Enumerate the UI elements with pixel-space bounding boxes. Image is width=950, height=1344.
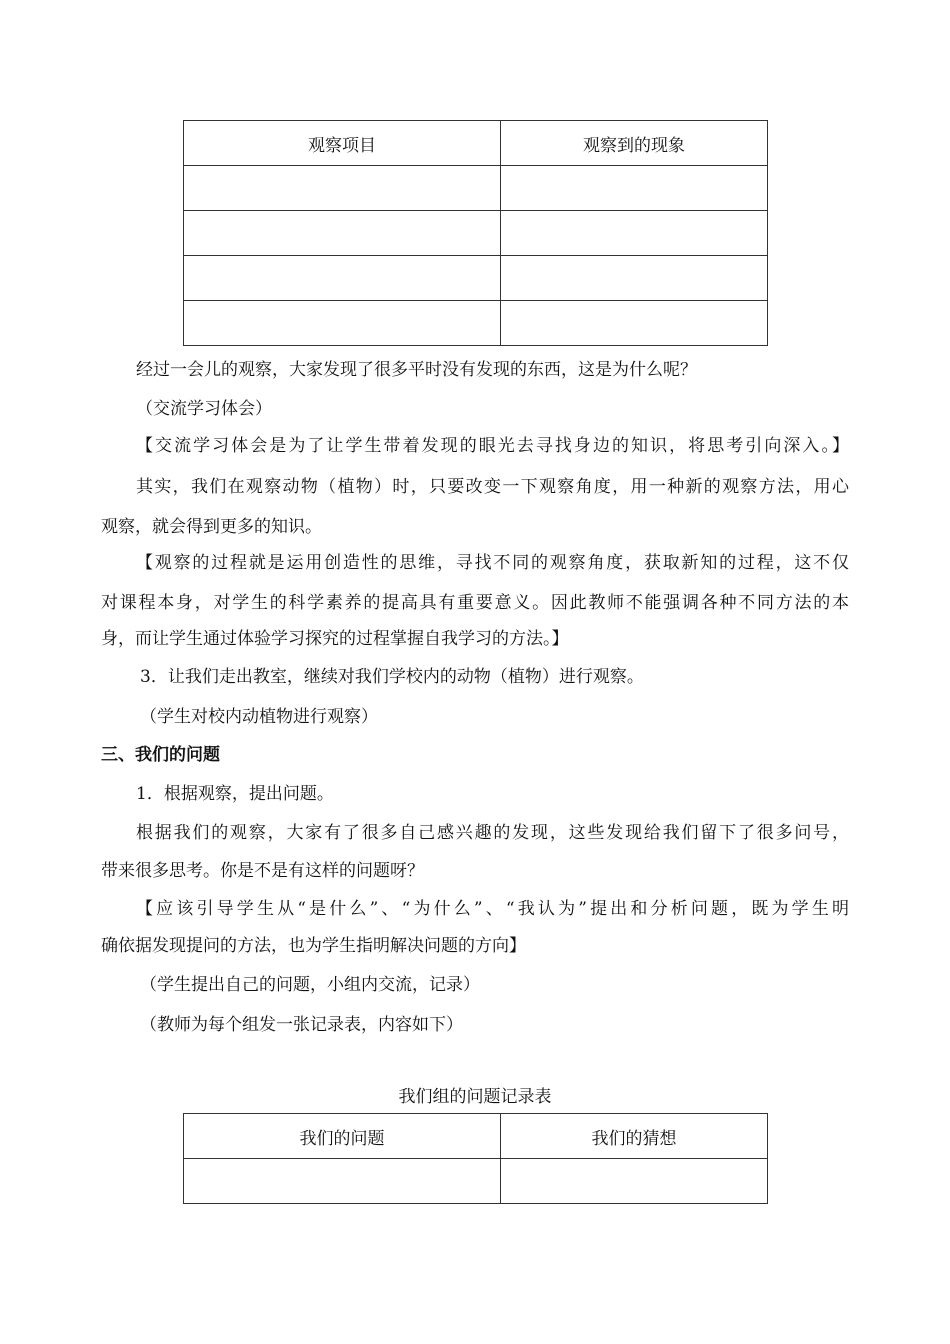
- paragraph: 带来很多思考。你是不是有这样的问题呀？: [101, 861, 424, 881]
- table-cell: [501, 211, 768, 256]
- paragraph: 其实，我们在观察动物（植物）时，只要改变一下观察角度，用一种新的观察方法，用心: [136, 477, 849, 497]
- table-cell: [501, 301, 768, 346]
- table-caption: 我们组的问题记录表: [398, 1087, 552, 1107]
- section-heading: 三、我们的问题: [101, 745, 220, 765]
- table-row: [184, 211, 768, 256]
- paragraph: （交流学习体会）: [136, 399, 272, 419]
- question-record-table: [183, 1113, 768, 1204]
- table-cell: [184, 166, 501, 211]
- paragraph: （学生提出自己的问题，小组内交流，记录）: [140, 975, 480, 995]
- paragraph: 1．根据观察，提出问题。: [136, 784, 334, 804]
- table-row: [184, 301, 768, 346]
- table-header-row: [184, 1114, 768, 1159]
- table-header-row: [184, 121, 768, 166]
- table-row: [184, 256, 768, 301]
- teacher-note: 【交流学习体会是为了让学生带着发现的眼光去寻找身边的知识，将思考引向深入。】: [136, 436, 849, 456]
- teacher-note: 【应该引导学生从“是什么”、“为什么”、“我认为”提出和分析问题，既为学生明: [136, 899, 849, 919]
- teacher-note: 身，而让学生通过体验学习探究的过程掌握自我学习的方法。】: [101, 629, 569, 649]
- table-header-cell: 观察到的现象: [501, 121, 768, 166]
- table-header-cell: 我们的猜想: [501, 1114, 768, 1159]
- paragraph: 3．让我们走出教室，继续对我们学校内的动物（植物）进行观察。: [140, 667, 644, 687]
- table-row: [184, 166, 768, 211]
- paragraph: 观察，就会得到更多的知识。: [101, 517, 322, 537]
- paragraph: （学生对校内动植物进行观察）: [140, 707, 378, 727]
- teacher-note: 对课程本身，对学生的科学素养的提高具有重要意义。因此教师不能强调各种不同方法的本: [101, 593, 849, 613]
- table-header-cell: 观察项目: [184, 121, 501, 166]
- table-cell: [184, 301, 501, 346]
- table-cell: [501, 256, 768, 301]
- teacher-note: 确依据发现提问的方法，也为学生指明解决问题的方向】: [101, 936, 526, 956]
- teacher-note: 【观察的过程就是运用创造性的思维，寻找不同的观察角度，获取新知的过程，这不仅: [136, 553, 849, 573]
- paragraph: 根据我们的观察，大家有了很多自己感兴趣的发现，这些发现给我们留下了很多问号，: [136, 823, 849, 843]
- table-cell: [501, 1159, 768, 1204]
- paragraph: 经过一会儿的观察，大家发现了很多平时没有发现的东西，这是为什么呢？: [136, 360, 697, 380]
- table-row: [184, 1159, 768, 1204]
- table-cell: [184, 1159, 501, 1204]
- table-header-cell: 我们的问题: [184, 1114, 501, 1159]
- table-cell: [184, 256, 501, 301]
- observation-table: [183, 120, 768, 346]
- table-cell: [501, 166, 768, 211]
- paragraph: （教师为每个组发一张记录表，内容如下）: [140, 1015, 463, 1035]
- table-cell: [184, 211, 501, 256]
